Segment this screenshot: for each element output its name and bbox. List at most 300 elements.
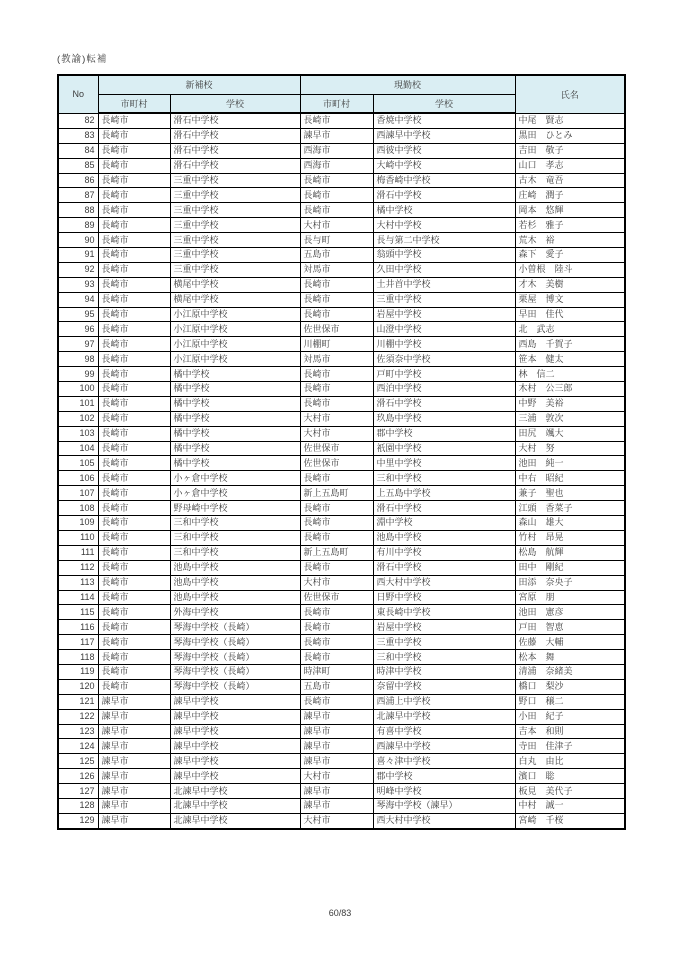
cell-name: 小田 紀子 [515,709,625,724]
header-name: 氏名 [515,75,625,113]
table-row [58,248,625,263]
cell-current-school: 三和中学校 [373,471,515,486]
cell-current-municipality: 長崎市 [300,382,373,397]
table-row [58,664,625,679]
cell-no: 101 [58,396,98,411]
cell-new-school: 北諫早中学校 [170,798,300,813]
cell-new-school: 滑石中学校 [170,158,300,173]
cell-new-municipality: 長崎市 [98,113,170,128]
cell-current-school: 有川中学校 [373,545,515,560]
cell-current-municipality: 佐世保市 [300,590,373,605]
table-row [58,590,625,605]
cell-new-municipality: 長崎市 [98,545,170,560]
header-no: No [58,75,98,113]
cell-current-municipality: 佐世保市 [300,456,373,471]
cell-new-municipality: 長崎市 [98,203,170,218]
cell-no: 90 [58,233,98,248]
table-row [58,396,625,411]
cell-new-school: 琴海中学校（長崎） [170,664,300,679]
cell-current-municipality: 時津町 [300,664,373,679]
cell-current-municipality: 佐世保市 [300,441,373,456]
cell-new-school: 三和中学校 [170,530,300,545]
cell-current-municipality: 西海市 [300,158,373,173]
table-row [58,754,625,769]
cell-new-municipality: 長崎市 [98,322,170,337]
cell-no: 94 [58,292,98,307]
cell-new-school: 琴海中学校（長崎） [170,650,300,665]
cell-no: 126 [58,769,98,784]
cell-name: 板見 美代子 [515,784,625,799]
cell-name: 中尾 賢志 [515,113,625,128]
cell-current-municipality: 長崎市 [300,635,373,650]
cell-no: 116 [58,620,98,635]
table-body [58,113,625,829]
cell-new-school: 三和中学校 [170,516,300,531]
cell-no: 96 [58,322,98,337]
table-row [58,769,625,784]
header-current-school-group: 現勤校 [300,75,515,94]
cell-new-municipality: 諫早市 [98,769,170,784]
cell-current-municipality: 長崎市 [300,530,373,545]
cell-new-municipality: 長崎市 [98,516,170,531]
cell-no: 87 [58,188,98,203]
cell-current-municipality: 長崎市 [300,307,373,322]
cell-current-school: 日野中学校 [373,590,515,605]
table-row [58,426,625,441]
cell-new-school: 滑石中学校 [170,128,300,143]
table-row [58,798,625,813]
cell-name: 戸田 智恵 [515,620,625,635]
cell-new-municipality: 長崎市 [98,262,170,277]
table-row [58,516,625,531]
cell-current-school: 山澄中学校 [373,322,515,337]
cell-new-school: 野母崎中学校 [170,501,300,516]
page-number: 60/83 [328,908,352,918]
cell-new-municipality: 諫早市 [98,724,170,739]
cell-no: 98 [58,352,98,367]
teacher-transfer-table [57,74,626,830]
cell-name: 木村 公三郎 [515,382,625,397]
cell-current-municipality: 長崎市 [300,471,373,486]
cell-new-municipality: 長崎市 [98,426,170,441]
cell-name: 早田 佳代 [515,307,625,322]
cell-new-school: 三和中学校 [170,545,300,560]
cell-name: 野口 穣二 [515,694,625,709]
cell-current-school: 有喜中学校 [373,724,515,739]
cell-no: 127 [58,784,98,799]
cell-current-municipality: 大村市 [300,411,373,426]
cell-name: 兼子 聖也 [515,486,625,501]
cell-new-school: 北諫早中学校 [170,784,300,799]
cell-name: 才木 美樹 [515,277,625,292]
cell-new-municipality: 長崎市 [98,277,170,292]
cell-no: 99 [58,367,98,382]
cell-new-municipality: 長崎市 [98,248,170,263]
cell-no: 115 [58,605,98,620]
cell-current-school: 郡中学校 [373,426,515,441]
cell-current-municipality: 長崎市 [300,396,373,411]
cell-current-municipality: 川棚町 [300,337,373,352]
cell-new-school: 橘中学校 [170,396,300,411]
cell-no: 120 [58,679,98,694]
cell-current-school: 梅香崎中学校 [373,173,515,188]
table-row [58,620,625,635]
cell-no: 107 [58,486,98,501]
cell-name: 田尻 颯大 [515,426,625,441]
cell-new-school: 橘中学校 [170,367,300,382]
cell-new-school: 橘中学校 [170,411,300,426]
cell-current-school: 西大村中学校 [373,575,515,590]
cell-name: 栗屋 博文 [515,292,625,307]
cell-current-municipality: 諫早市 [300,724,373,739]
cell-new-school: 諫早中学校 [170,694,300,709]
cell-name: 荒木 裕 [515,233,625,248]
cell-no: 110 [58,530,98,545]
cell-current-municipality: 長崎市 [300,113,373,128]
cell-new-municipality: 長崎市 [98,218,170,233]
cell-current-municipality: 長崎市 [300,501,373,516]
cell-new-school: 池島中学校 [170,560,300,575]
table-row [58,694,625,709]
cell-new-school: 池島中学校 [170,575,300,590]
cell-new-school: 諫早中学校 [170,739,300,754]
cell-current-school: 中里中学校 [373,456,515,471]
cell-new-municipality: 長崎市 [98,188,170,203]
header-new-school: 学校 [170,94,300,113]
cell-new-municipality: 諫早市 [98,754,170,769]
cell-new-municipality: 長崎市 [98,367,170,382]
cell-current-municipality: 大村市 [300,769,373,784]
cell-current-municipality: 大村市 [300,426,373,441]
table-row [58,367,625,382]
page-title: (教諭)転補 [57,54,108,65]
cell-current-municipality: 長崎市 [300,367,373,382]
table-row [58,456,625,471]
cell-current-school: 大村中学校 [373,218,515,233]
cell-new-municipality: 長崎市 [98,396,170,411]
cell-new-school: 外海中学校 [170,605,300,620]
cell-no: 118 [58,650,98,665]
table-row [58,143,625,158]
cell-current-municipality: 五島市 [300,248,373,263]
cell-name: 森下 愛子 [515,248,625,263]
table-row [58,784,625,799]
cell-new-municipality: 諫早市 [98,798,170,813]
table-row [58,411,625,426]
cell-current-school: 西諫早中学校 [373,739,515,754]
cell-name: 吉田 敬子 [515,143,625,158]
cell-name: 北 武志 [515,322,625,337]
cell-new-municipality: 長崎市 [98,501,170,516]
cell-new-municipality: 長崎市 [98,382,170,397]
cell-name: 小曽根 陸斗 [515,262,625,277]
cell-new-school: 諫早中学校 [170,709,300,724]
cell-current-school: 西諫早中学校 [373,128,515,143]
cell-no: 82 [58,113,98,128]
cell-new-municipality: 長崎市 [98,560,170,575]
cell-new-municipality: 長崎市 [98,233,170,248]
cell-no: 95 [58,307,98,322]
cell-current-school: 三和中学校 [373,650,515,665]
cell-name: 西島 千賀子 [515,337,625,352]
cell-no: 121 [58,694,98,709]
cell-current-municipality: 長崎市 [300,173,373,188]
cell-new-municipality: 諫早市 [98,694,170,709]
cell-current-school: 西泊中学校 [373,382,515,397]
cell-name: 林 信二 [515,367,625,382]
cell-new-municipality: 長崎市 [98,530,170,545]
cell-name: 庄崎 潤子 [515,188,625,203]
table-row [58,218,625,233]
cell-name: 濱口 聡 [515,769,625,784]
cell-name: 宮原 朋 [515,590,625,605]
cell-no: 124 [58,739,98,754]
cell-current-municipality: 長崎市 [300,650,373,665]
cell-no: 103 [58,426,98,441]
cell-name: 三浦 敦次 [515,411,625,426]
cell-name: 古木 竜吾 [515,173,625,188]
cell-new-school: 小ヶ倉中学校 [170,471,300,486]
cell-current-municipality: 長崎市 [300,203,373,218]
table-row [58,679,625,694]
cell-current-municipality: 諫早市 [300,798,373,813]
cell-current-municipality: 大村市 [300,218,373,233]
table-row [58,724,625,739]
table-row [58,545,625,560]
cell-name: 吉本 和則 [515,724,625,739]
cell-current-municipality: 五島市 [300,679,373,694]
cell-current-municipality: 長崎市 [300,277,373,292]
cell-current-municipality: 長崎市 [300,620,373,635]
cell-new-municipality: 長崎市 [98,456,170,471]
cell-new-municipality: 長崎市 [98,620,170,635]
cell-name: 佐藤 大輔 [515,635,625,650]
cell-current-school: 久田中学校 [373,262,515,277]
cell-current-school: 池島中学校 [373,530,515,545]
cell-name: 中右 昭紀 [515,471,625,486]
cell-no: 92 [58,262,98,277]
cell-current-municipality: 長崎市 [300,694,373,709]
cell-new-municipality: 長崎市 [98,471,170,486]
cell-current-school: 岩屋中学校 [373,307,515,322]
cell-no: 108 [58,501,98,516]
cell-current-municipality: 長崎市 [300,605,373,620]
cell-new-municipality: 長崎市 [98,143,170,158]
cell-current-municipality: 諫早市 [300,739,373,754]
cell-new-school: 小江原中学校 [170,322,300,337]
cell-current-school: 土井首中学校 [373,277,515,292]
cell-name: 松島 航輝 [515,545,625,560]
cell-name: 山口 孝志 [515,158,625,173]
cell-current-school: 橘中学校 [373,203,515,218]
cell-new-school: 橘中学校 [170,456,300,471]
cell-current-municipality: 大村市 [300,813,373,828]
table-row [58,650,625,665]
table-row [58,337,625,352]
table-row [58,262,625,277]
cell-no: 91 [58,248,98,263]
table-row [58,113,625,128]
cell-current-municipality: 諫早市 [300,709,373,724]
cell-name: 若杉 雅子 [515,218,625,233]
cell-new-municipality: 長崎市 [98,486,170,501]
cell-new-school: 琴海中学校（長崎） [170,679,300,694]
cell-new-school: 三重中学校 [170,203,300,218]
cell-new-municipality: 諫早市 [98,813,170,828]
cell-current-municipality: 大村市 [300,575,373,590]
table-row [58,441,625,456]
cell-new-school: 滑石中学校 [170,143,300,158]
cell-current-municipality: 長崎市 [300,560,373,575]
cell-name: 池田 純一 [515,456,625,471]
cell-current-school: 明峰中学校 [373,784,515,799]
cell-new-school: 三重中学校 [170,173,300,188]
cell-new-school: 三重中学校 [170,233,300,248]
cell-new-municipality: 長崎市 [98,352,170,367]
cell-current-school: 翁頭中学校 [373,248,515,263]
cell-current-school: 郡中学校 [373,769,515,784]
table-row [58,605,625,620]
table-row [58,486,625,501]
table-row [58,471,625,486]
cell-new-school: 琴海中学校（長崎） [170,620,300,635]
cell-current-municipality: 諫早市 [300,754,373,769]
cell-new-school: 橘中学校 [170,426,300,441]
cell-no: 109 [58,516,98,531]
cell-new-municipality: 長崎市 [98,575,170,590]
cell-no: 114 [58,590,98,605]
cell-new-school: 小ヶ倉中学校 [170,486,300,501]
table-row [58,382,625,397]
table-header [58,75,625,113]
table-row [58,530,625,545]
cell-no: 112 [58,560,98,575]
cell-name: 中野 美裕 [515,396,625,411]
table-row [58,813,625,828]
cell-current-school: 川棚中学校 [373,337,515,352]
table-row [58,188,625,203]
cell-new-municipality: 長崎市 [98,128,170,143]
cell-current-municipality: 長崎市 [300,292,373,307]
cell-current-municipality: 対馬市 [300,262,373,277]
table-row [58,292,625,307]
header-new-school-group: 新補校 [98,75,300,94]
cell-new-school: 諫早中学校 [170,754,300,769]
cell-new-municipality: 諫早市 [98,709,170,724]
cell-name: 黒田 ひとみ [515,128,625,143]
cell-no: 86 [58,173,98,188]
cell-new-municipality: 諫早市 [98,784,170,799]
cell-new-municipality: 長崎市 [98,337,170,352]
cell-no: 83 [58,128,98,143]
cell-new-school: 滑石中学校 [170,113,300,128]
cell-no: 88 [58,203,98,218]
cell-current-school: 北諫早中学校 [373,709,515,724]
cell-new-municipality: 長崎市 [98,158,170,173]
cell-name: 白丸 由比 [515,754,625,769]
cell-new-school: 横尾中学校 [170,292,300,307]
cell-current-school: 淵中学校 [373,516,515,531]
cell-name: 清浦 奈緒美 [515,664,625,679]
cell-name: 笹本 健太 [515,352,625,367]
cell-current-school: 三重中学校 [373,292,515,307]
cell-new-municipality: 長崎市 [98,590,170,605]
table-row [58,128,625,143]
cell-current-school: 琴海中学校（諫早） [373,798,515,813]
cell-current-municipality: 諫早市 [300,128,373,143]
cell-current-school: 東長崎中学校 [373,605,515,620]
cell-no: 106 [58,471,98,486]
cell-no: 102 [58,411,98,426]
cell-new-school: 諫早中学校 [170,769,300,784]
cell-new-municipality: 長崎市 [98,307,170,322]
cell-current-school: 滑石中学校 [373,560,515,575]
cell-name: 森山 雄大 [515,516,625,531]
cell-new-school: 三重中学校 [170,248,300,263]
cell-name: 田添 奈央子 [515,575,625,590]
cell-current-school: 西彼中学校 [373,143,515,158]
cell-new-school: 諫早中学校 [170,724,300,739]
cell-new-municipality: 長崎市 [98,664,170,679]
cell-current-school: 喜々津中学校 [373,754,515,769]
cell-current-school: 長与第二中学校 [373,233,515,248]
cell-no: 129 [58,813,98,828]
cell-current-school: 玖島中学校 [373,411,515,426]
cell-no: 104 [58,441,98,456]
cell-name: 岡本 悠輝 [515,203,625,218]
cell-current-school: 香焼中学校 [373,113,515,128]
cell-current-municipality: 長崎市 [300,516,373,531]
table-row [58,203,625,218]
cell-new-school: 小江原中学校 [170,307,300,322]
cell-name: 松本 舞 [515,650,625,665]
cell-no: 111 [58,545,98,560]
cell-current-school: 佐須奈中学校 [373,352,515,367]
cell-current-municipality: 西海市 [300,143,373,158]
cell-new-municipality: 長崎市 [98,411,170,426]
cell-new-school: 橘中学校 [170,441,300,456]
cell-new-municipality: 長崎市 [98,173,170,188]
table-row [58,173,625,188]
cell-no: 113 [58,575,98,590]
table-row [58,501,625,516]
cell-current-school: 滑石中学校 [373,501,515,516]
cell-current-municipality: 長崎市 [300,188,373,203]
cell-current-school: 西浦上中学校 [373,694,515,709]
table-row [58,277,625,292]
cell-current-municipality: 新上五島町 [300,486,373,501]
cell-no: 100 [58,382,98,397]
header-current-school: 学校 [373,94,515,113]
cell-no: 85 [58,158,98,173]
cell-new-school: 池島中学校 [170,590,300,605]
cell-new-municipality: 長崎市 [98,605,170,620]
cell-current-municipality: 諫早市 [300,784,373,799]
cell-no: 117 [58,635,98,650]
cell-name: 宮崎 千桜 [515,813,625,828]
cell-current-municipality: 長与町 [300,233,373,248]
cell-no: 128 [58,798,98,813]
table-row [58,158,625,173]
cell-name: 橋口 梨沙 [515,679,625,694]
cell-no: 93 [58,277,98,292]
cell-no: 125 [58,754,98,769]
cell-new-municipality: 長崎市 [98,441,170,456]
cell-current-municipality: 佐世保市 [300,322,373,337]
cell-current-municipality: 対馬市 [300,352,373,367]
cell-new-school: 北諫早中学校 [170,813,300,828]
cell-name: 大村 努 [515,441,625,456]
